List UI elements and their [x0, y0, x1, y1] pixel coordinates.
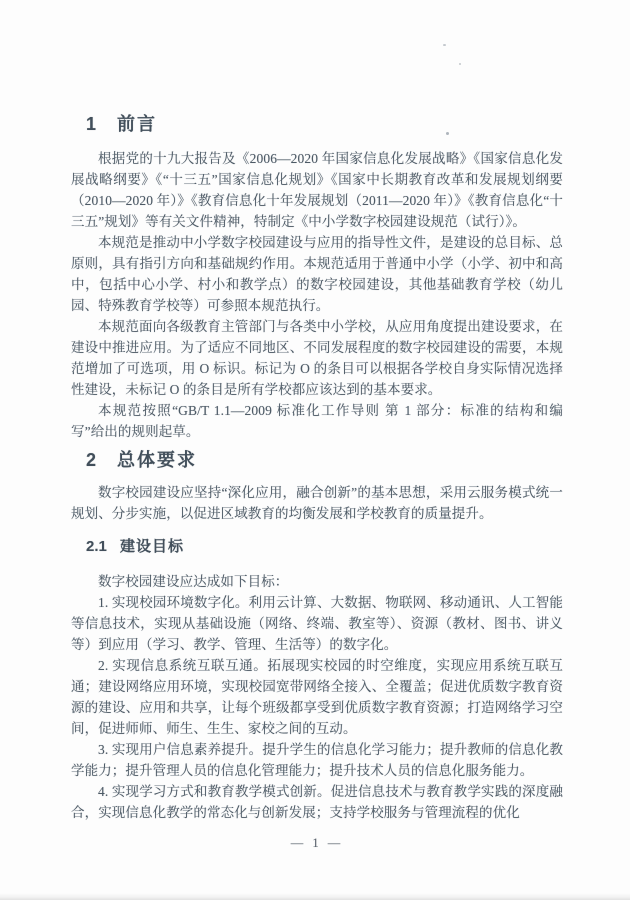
document-content: [71, 112, 563, 823]
goals-intro: 数字校园建设应达成如下目标：: [98, 574, 289, 589]
preface-paragraph: 根据党的十九大报告及《2006—2020 年国家信息化发展战略》《国家信息化发展战略纲要》《“十三五”国家信息化规划》《国家中长期教育改革和发展规划纲要（2010—2020 年）》《教育信息化十年发展规划（2011—2020 年）》《教育信息化“十三五”规划》等有关文件精神，特制定《中小学数字校园建设规范（试行）》。: [71, 151, 563, 229]
subsection-2-1-title: 建设目标: [120, 538, 185, 555]
overall-paragraph: 数字校园建设应坚持“深化应用，融合创新”的基本思想，采用云服务模式统一规划、分步实施，以促进区域教育的均衡发展和学校教育的质量提升。: [71, 485, 563, 521]
preface-paragraph: 本规范按照“GB/T 1.1—2009 标准化工作导则 第 1 部分：标准的结构和编写”给出的规则起草。: [71, 403, 563, 439]
preface-paragraph: 本规范是推动中小学数字校园建设与应用的指导性文件，是建设的总目标、总原则，具有指引方向和基础规约作用。本规范适用于普通中小学（小学、初中和高中，包括中心小学、村小和教学点）的数字校园建设，其他基础教育学校（幼儿园、特殊教育学校等）可参照本规范执行。: [71, 235, 563, 313]
section-2-title: 总体要求: [117, 450, 198, 470]
goal-item: 3. 实现用户信息素养提升。提升学生的信息化学习能力；提升教师的信息化教学能力；提升管理人员的信息化管理能力；提升技术人员的信息化服务能力。: [71, 742, 563, 778]
goal-item: 2. 实现信息系统互联互通。拓展现实校园的时空维度，实现应用系统互联互通；建设网络应用环境，实现校园宽带网络全接入、全覆盖；促进优质数字教育资源的建设、应用和共享，让每个班级都享受到优质数字教育资源；打造网络学习空间，促进师师、师生、生生、家校之间的互动。: [71, 658, 563, 736]
preface-paragraph: 本规范面向各级教育主管部门与各类中小学校，从应用角度提出建设要求，在建设中推进应用。为了适应不同地区、不同发展程度的数字校园建设的需要，本规范增加了可选项，用 O 标识。标记为 O 的条目可以根据各学校自身实际情况选择性建设，未标记 O 的条目是所有学校都应该达到的基本要求。: [71, 319, 563, 397]
goal-item: 4. 实现学习方式和教育教学模式创新。促进信息技术与教育教学实践的深度融合，实现信息化教学的常态化与创新发展；支持学校服务与管理流程的优化: [71, 784, 563, 820]
page-number: — 1 —: [290, 836, 344, 850]
scan-bottom-edge-shadow: [0, 893, 630, 900]
subsection-2-1-number: 2.1: [86, 538, 107, 555]
section-1-number: 1: [86, 114, 97, 134]
section-2-heading: [71, 448, 563, 472]
section-2-number: 2: [86, 450, 97, 470]
section-1-title: 前言: [117, 114, 158, 134]
goal-item: 1. 实现校园环境数字化。利用云计算、大数据、物联网、移动通讯、人工智能等信息技术，实现从基础设施（网络、终端、教室等）、资源（教材、图书、讲义等）到应用（学习、教学、管理、生活等）的数字化。: [71, 595, 563, 652]
subsection-2-1-heading: [71, 537, 563, 557]
scan-speck: [443, 44, 446, 46]
scan-speck: [459, 63, 461, 65]
section-1-heading: [71, 112, 563, 136]
